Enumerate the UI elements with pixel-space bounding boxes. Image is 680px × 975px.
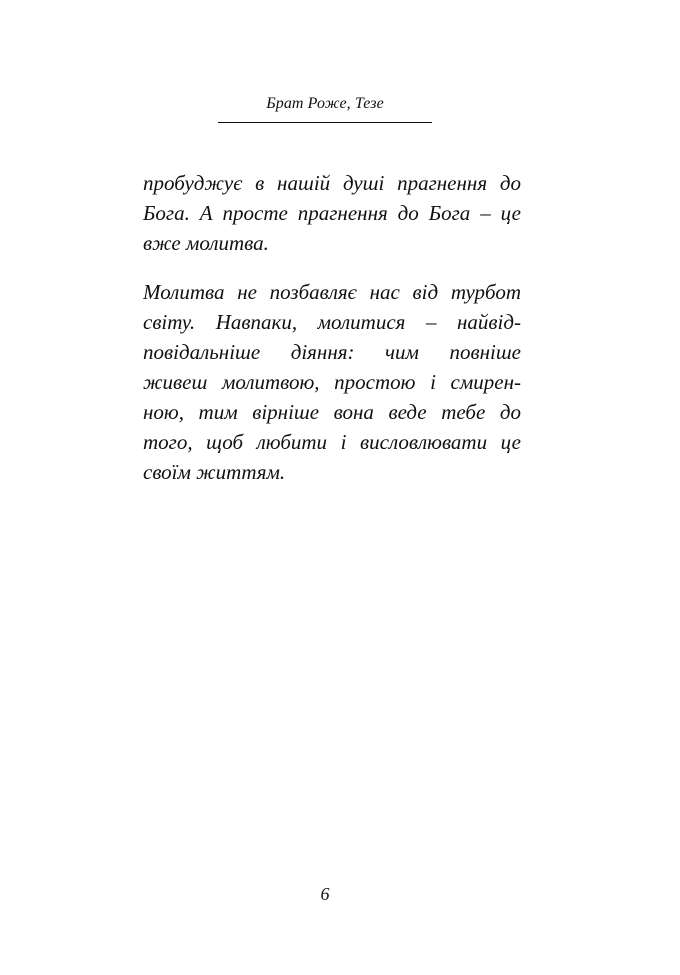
- text-line: ною, тим вірніше вона веде тебе до: [143, 400, 521, 424]
- text-line: Бога. А просте прагнення до Бога – це: [143, 201, 521, 225]
- text-line: того, щоб любити і висловлювати це: [143, 430, 521, 454]
- text-line: Молитва не позбавляє нас від турбот: [143, 280, 521, 304]
- text-line: пробуджує в нашій душі прагнення до: [143, 171, 521, 195]
- text-line: своїм життям.: [143, 460, 286, 484]
- text-line: вже молитва.: [143, 231, 269, 255]
- text-line: повідальніше діяння: чим повніше: [143, 340, 521, 364]
- running-head: Брат Роже, Тезе: [266, 95, 384, 112]
- header-rule: [218, 122, 432, 123]
- page-number: 6: [320, 884, 330, 904]
- text-line: світу. Навпаки, молитися – найвід-: [143, 310, 521, 334]
- text-line: живеш молитвою, простою і смирен-: [143, 370, 521, 394]
- paragraph-2: [143, 277, 521, 487]
- paragraph-1: [143, 168, 521, 258]
